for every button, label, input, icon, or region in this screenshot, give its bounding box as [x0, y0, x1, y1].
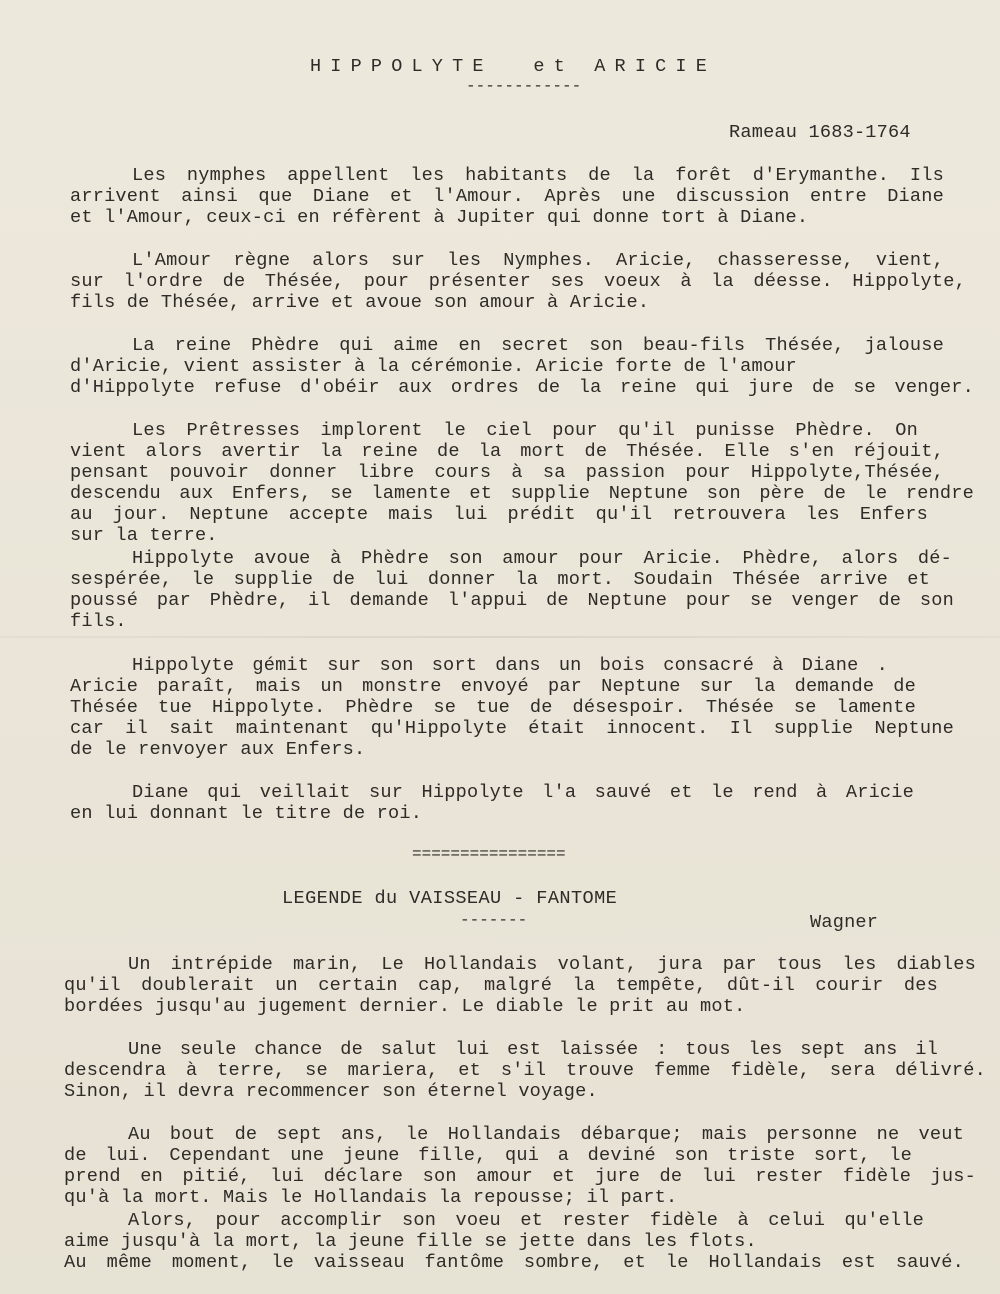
- s1-line: Diane qui veillait sur Hippolyte l'a sauvé et le rend à Aricie: [132, 782, 914, 803]
- s1-line: de le renvoyer aux Enfers.: [70, 739, 366, 760]
- section2-title-underline: -------: [460, 911, 528, 929]
- section2-composer: Wagner: [810, 912, 879, 933]
- s1-line: fils de Thésée, arrive et avoue son amour à Aricie.: [70, 292, 650, 313]
- s1-line: Les Prêtresses implorent le ciel pour qu'il punisse Phèdre. On: [132, 420, 918, 441]
- s2-line: qu'à la mort. Mais le Hollandais la repousse; il part.: [64, 1187, 678, 1208]
- s2-line: Au bout de sept ans, le Hollandais débarque; mais personne ne veut: [128, 1124, 964, 1145]
- section2-title: LEGENDE du VAISSEAU - FANTOME: [282, 888, 618, 909]
- s2-line: prend en pitié, lui déclare son amour et jure de lui rester fidèle jus-: [64, 1166, 976, 1187]
- paper-fold: [0, 636, 1000, 638]
- section1-title-underline: ------------: [466, 77, 582, 95]
- s2-line: Sinon, il devra recommencer son éternel voyage.: [64, 1081, 598, 1102]
- s1-line: sespérée, le supplie de lui donner la mort. Soudain Thésée arrive et: [70, 569, 930, 590]
- s1-line: Hippolyte avoue à Phèdre son amour pour Aricie. Phèdre, alors dé-: [132, 548, 952, 569]
- s1-line: d'Hippolyte refuse d'obéir aux ordres de la reine qui jure de se venger.: [70, 377, 974, 398]
- s1-line: poussé par Phèdre, il demande l'appui de Neptune pour se venger de son: [70, 590, 954, 611]
- s1-line: L'Amour règne alors sur les Nymphes. Aricie, chasseresse, vient,: [132, 250, 944, 271]
- section-divider: ================: [412, 845, 566, 863]
- s1-line: Les nymphes appellent les habitants de la forêt d'Erymanthe. Ils: [132, 165, 944, 186]
- s1-line: Aricie paraît, mais un monstre envoyé par Neptune sur la demande de: [70, 676, 916, 697]
- s1-line: fils.: [70, 611, 127, 632]
- s1-line: Hippolyte gémit sur son sort dans un bois consacré à Diane .: [132, 655, 888, 676]
- s1-line: arrivent ainsi que Diane et l'Amour. Après une discussion entre Diane: [70, 186, 944, 207]
- s1-line: en lui donnant le titre de roi.: [70, 803, 423, 824]
- s1-line: La reine Phèdre qui aime en secret son beau-fils Thésée, jalouse: [132, 335, 944, 356]
- s1-line: pensant pouvoir donner libre cours à sa passion pour Hippolyte,Thésée,: [70, 462, 944, 483]
- s1-line: sur la terre.: [70, 525, 218, 546]
- s2-line: bordées jusqu'au jugement dernier. Le diable le prit au mot.: [64, 996, 746, 1017]
- s2-line: Au même moment, le vaisseau fantôme sombre, et le Hollandais est sauvé.: [64, 1252, 964, 1273]
- s1-line: au jour. Neptune accepte mais lui prédit qu'il retrouvera les Enfers: [70, 504, 928, 525]
- section1-composer: Rameau 1683-1764: [729, 122, 911, 143]
- s2-line: Une seule chance de salut lui est laissée : tous les sept ans il: [128, 1039, 938, 1060]
- s1-line: d'Aricie, vient assister à la cérémonie. Aricie forte de l'amour: [70, 356, 797, 377]
- section1-title: HIPPOLYTE et ARICIE: [310, 56, 717, 77]
- s2-line: Alors, pour accomplir son voeu et rester fidèle à celui qu'elle: [128, 1210, 924, 1231]
- s2-line: aime jusqu'à la mort, la jeune fille se jette dans les flots.: [64, 1231, 757, 1252]
- s2-line: qu'il doublerait un certain cap, malgré la tempête, dût-il courir des: [64, 975, 938, 996]
- s1-line: et l'Amour, ceux-ci en réfèrent à Jupiter qui donne tort à Diane.: [70, 207, 809, 228]
- s2-line: de lui. Cependant une jeune fille, qui a deviné son triste sort, le: [64, 1145, 912, 1166]
- s1-line: vient alors avertir la reine de la mort de Thésée. Elle s'en réjouit,: [70, 441, 944, 462]
- s1-line: sur l'ordre de Thésée, pour présenter ses voeux à la déesse. Hippolyte,: [70, 271, 966, 292]
- s1-line: car il sait maintenant qu'Hippolyte était innocent. Il supplie Neptune: [70, 718, 954, 739]
- s1-line: Thésée tue Hippolyte. Phèdre se tue de désespoir. Thésée se lamente: [70, 697, 916, 718]
- s2-line: Un intrépide marin, Le Hollandais volant, jura par tous les diables: [128, 954, 976, 975]
- s1-line: descendu aux Enfers, se lamente et supplie Neptune son père de le rendre: [70, 483, 974, 504]
- s2-line: descendra à terre, se mariera, et s'il trouve femme fidèle, sera délivré.: [64, 1060, 986, 1081]
